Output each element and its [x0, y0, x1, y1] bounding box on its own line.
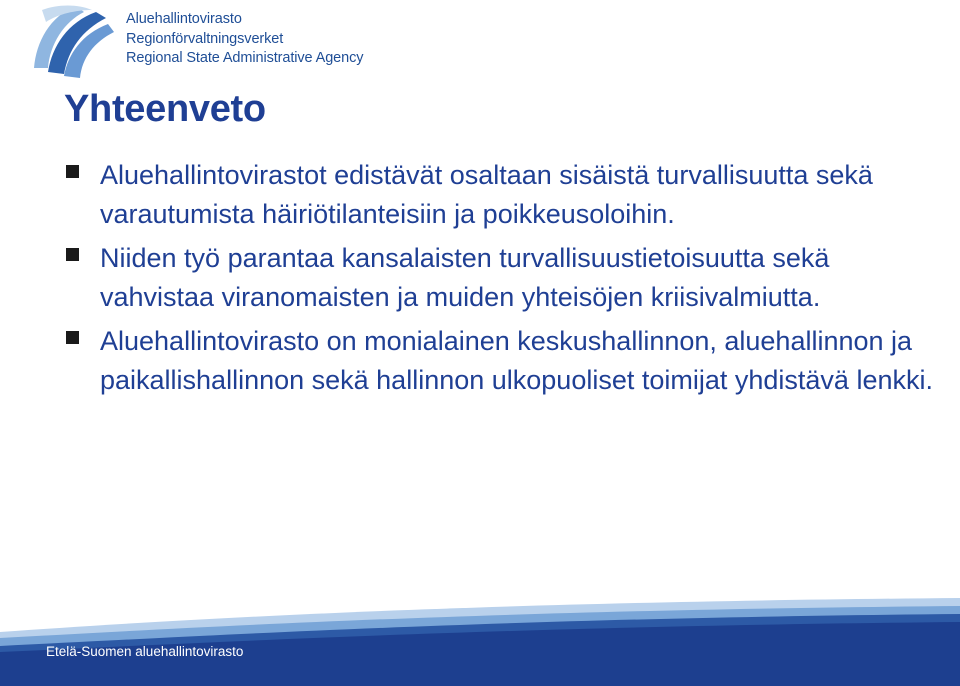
- bullet-list: [66, 156, 946, 405]
- footer-wave: [0, 596, 960, 686]
- square-bullet-icon: [66, 248, 79, 261]
- bullet-item: [66, 156, 946, 233]
- agency-logo-icon: [28, 2, 118, 78]
- slide-title: Yhteenveto: [64, 88, 266, 130]
- square-bullet-icon: [66, 331, 79, 344]
- square-bullet-icon: [66, 165, 79, 178]
- org-name-fi: Aluehallintovirasto: [126, 11, 242, 27]
- bullet-item: [66, 322, 946, 399]
- org-names: [126, 10, 363, 69]
- bullet-item: [66, 239, 946, 316]
- bullet-text: Aluehallintovirastot edistävät osaltaan sisäistä turvallisuutta sekä varautumista häiriötilanteisiin ja poikkeusoloihin.: [100, 160, 873, 229]
- bullet-text: Niiden työ parantaa kansalaisten turvallisuustietoisuutta sekä vahvistaa viranomaisten ja muiden yhteisöjen kriisivalmiutta.: [100, 243, 830, 312]
- footer-text: Etelä-Suomen aluehallintovirasto: [46, 644, 244, 659]
- org-name-sv: Regionförvaltningsverket: [126, 30, 284, 47]
- org-name-en: Regional State Administrative Agency: [126, 50, 364, 66]
- bullet-text: Aluehallintovirasto on monialainen keskushallinnon, aluehallinnon ja paikallishallinnon sekä hallinnon ulkopuoliset toimijat yhdistävä lenkki.: [100, 326, 933, 395]
